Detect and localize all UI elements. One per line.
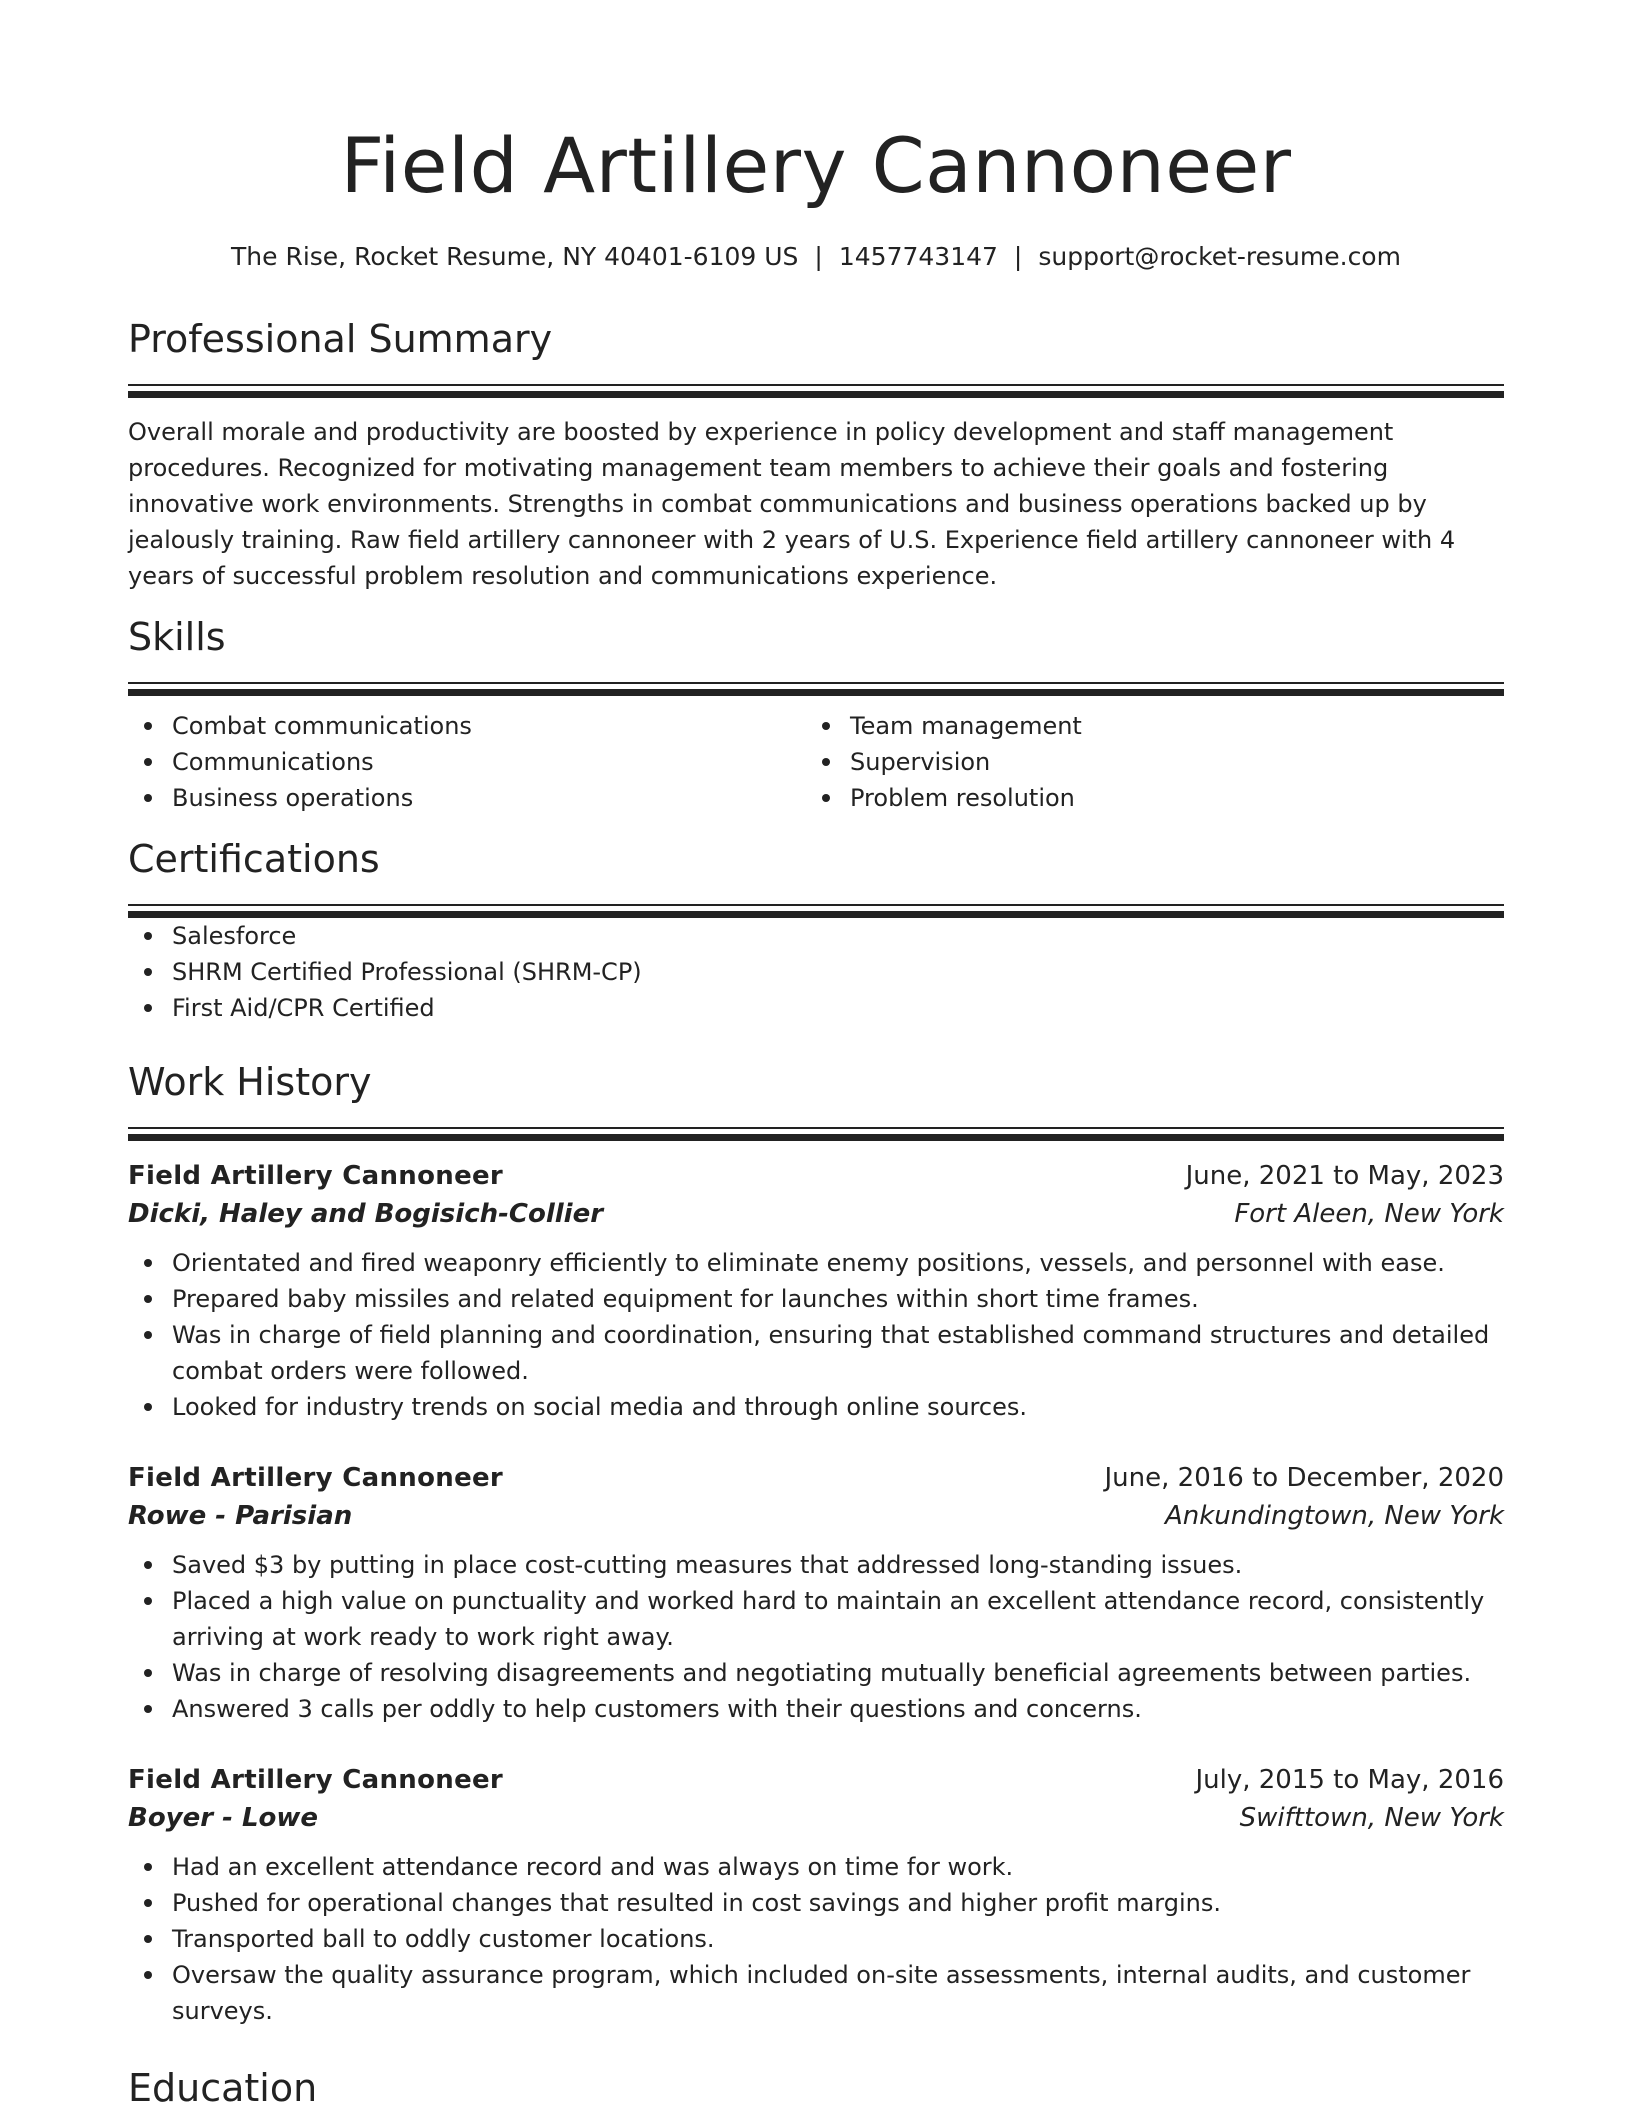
section-rule-thin	[128, 384, 1504, 386]
job-bullet: Transported ball to oddly customer locations.	[128, 1921, 1504, 1957]
job-bullets	[128, 1245, 1504, 1425]
summary-text: Overall morale and productivity are boosted by experience in policy development and staff management procedures. Recognized for motivating management team members to achieve their goals and fostering innovative work environments. Strengths in combat communications and business operations backed up by jealously training. Raw field artillery cannoneer with 2 years of U.S. Experience field artillery cannoneer with 4 years of successful problem resolution and communications experience.	[128, 418, 1456, 590]
job-bullet: Prepared baby missiles and related equipment for launches within short time frames.	[128, 1281, 1504, 1317]
contact-address: The Rise, Rocket Resume, NY 40401-6109 US	[231, 242, 799, 271]
job-entry	[128, 1157, 1504, 1425]
job-location: Ankundingtown, New York	[1164, 1501, 1504, 1531]
skill-item: Team management	[806, 708, 1484, 744]
skills-list-right	[806, 708, 1484, 816]
section-title-work-history: Work History	[128, 1060, 372, 1104]
job-dates: June, 2021 to May, 2023	[1185, 1161, 1504, 1191]
job-dates: July, 2015 to May, 2016	[1195, 1765, 1504, 1795]
job-company: Dicki, Haley and Bogisich-Collier	[128, 1199, 604, 1229]
certification-item: Salesforce	[128, 918, 1504, 954]
certification-item: First Aid/CPR Certified	[128, 990, 1504, 1026]
section-rule-thin	[128, 904, 1504, 906]
contact-line	[0, 237, 1632, 277]
education-section	[128, 2063, 1504, 2113]
skills-list-left	[128, 708, 806, 816]
job-header	[128, 1459, 1504, 1497]
job-bullet: Placed a high value on punctuality and worked hard to maintain an excellent attendance record, consistently arriving at work ready to work right away.	[128, 1583, 1504, 1655]
candidate-name: Field Artillery Cannoneer	[340, 121, 1292, 210]
summary-section	[128, 314, 1504, 594]
job-title: Field Artillery Cannoneer	[128, 1161, 504, 1191]
skills-columns	[128, 708, 1504, 816]
section-rule-thick	[128, 391, 1504, 398]
section-rule-thick	[128, 689, 1504, 696]
job-title: Field Artillery Cannoneer	[128, 1463, 504, 1493]
skill-item: Supervision	[806, 744, 1484, 780]
contact-separator: |	[1013, 242, 1023, 271]
job-bullet: Pushed for operational changes that resulted in cost savings and higher profit margins.	[128, 1885, 1504, 1921]
job-bullet: Oversaw the quality assurance program, which included on-site assessments, internal audits, and customer surveys.	[128, 1957, 1504, 2029]
skill-item: Communications	[128, 744, 806, 780]
job-bullets	[128, 1849, 1504, 2029]
job-location: Swifttown, New York	[1239, 1803, 1504, 1833]
section-title-summary: Professional Summary	[128, 317, 553, 361]
work-history-section	[128, 1057, 1504, 2029]
job-subheader	[128, 1799, 1504, 1837]
job-bullet: Orientated and fired weaponry efficiently to eliminate enemy positions, vessels, and personnel with ease.	[128, 1245, 1504, 1281]
contact-separator: |	[814, 242, 823, 271]
job-subheader	[128, 1497, 1504, 1535]
section-rule-thin	[128, 1127, 1504, 1129]
job-bullet: Was in charge of resolving disagreements and negotiating mutually beneficial agreements between parties.	[128, 1655, 1504, 1691]
job-entry	[128, 1761, 1504, 2029]
job-entry	[128, 1459, 1504, 1727]
job-header	[128, 1157, 1504, 1195]
job-company: Boyer - Lowe	[128, 1803, 319, 1833]
section-rule-thick	[128, 911, 1504, 918]
job-dates: June, 2016 to December, 2020	[1104, 1463, 1504, 1493]
job-bullet: Was in charge of field planning and coordination, ensuring that established command structures and detailed combat orders were followed.	[128, 1317, 1504, 1389]
contact-email: support@rocket-resume.com	[1038, 242, 1401, 271]
skills-section	[128, 612, 1504, 816]
section-title-certifications: Certifications	[128, 837, 380, 881]
job-subheader	[128, 1195, 1504, 1233]
job-header	[128, 1761, 1504, 1799]
job-title: Field Artillery Cannoneer	[128, 1765, 504, 1795]
job-bullet: Answered 3 calls per oddly to help customers with their questions and concerns.	[128, 1691, 1504, 1727]
section-rule-thin	[128, 682, 1504, 684]
certifications-section	[128, 834, 1504, 1026]
certifications-list	[128, 918, 1504, 1026]
skill-item: Business operations	[128, 780, 806, 816]
certification-item: SHRM Certified Professional (SHRM-CP)	[128, 954, 1504, 990]
contact-phone: 1457743147	[838, 242, 998, 271]
job-bullet: Looked for industry trends on social media and through online sources.	[128, 1389, 1504, 1425]
section-rule-thick	[128, 1134, 1504, 1141]
job-company: Rowe - Parisian	[128, 1501, 353, 1531]
skill-item: Combat communications	[128, 708, 806, 744]
job-bullet: Had an excellent attendance record and was always on time for work.	[128, 1849, 1504, 1885]
job-bullet: Saved $3 by putting in place cost-cutting measures that addressed long-standing issues.	[128, 1547, 1504, 1583]
section-title-skills: Skills	[128, 615, 226, 659]
job-location: Fort Aleen, New York	[1234, 1199, 1504, 1229]
skill-item: Problem resolution	[806, 780, 1484, 816]
section-title-education: Education	[128, 2066, 318, 2110]
job-bullets	[128, 1547, 1504, 1727]
